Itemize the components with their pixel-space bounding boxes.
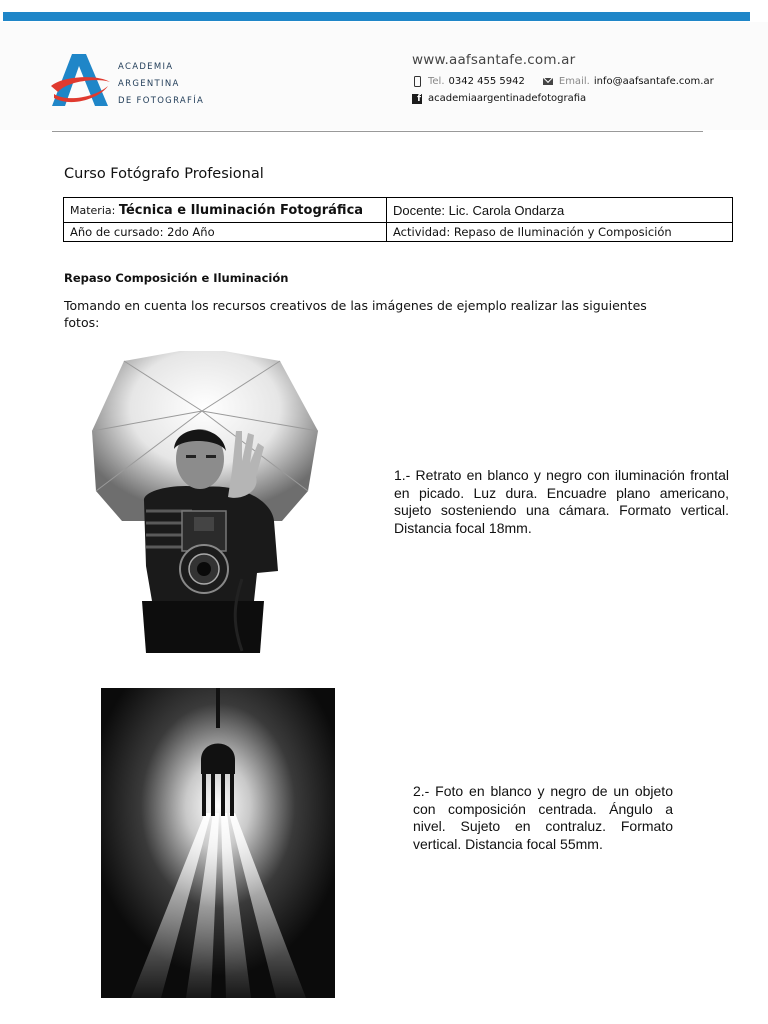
academy-name <box>118 59 204 110</box>
anio-cell: Año de cursado: 2do Año <box>64 223 387 242</box>
course-info-table <box>63 197 733 242</box>
docente-cell: Docente: Lic. Carola Ondarza <box>387 198 733 223</box>
phone-icon <box>414 76 421 87</box>
academy-name-line2: ARGENTINA <box>118 79 180 89</box>
contact-facebook <box>412 93 586 104</box>
email-label: Email. <box>558 76 590 87</box>
intro-text: Tomando en cuenta los recursos creativos de las imágenes de ejemplo realizar las siguientes fotos: <box>64 298 647 330</box>
example-photo-fork <box>101 688 335 998</box>
facebook-handle[interactable]: academiaargentinadefotografia <box>428 93 587 104</box>
course-title: Curso Fotógrafo Profesional <box>64 166 264 182</box>
email-icon <box>543 78 553 85</box>
header-divider <box>52 131 703 132</box>
materia-value: Técnica e Iluminación Fotográfica <box>118 202 364 218</box>
top-accent-bar <box>3 12 750 21</box>
facebook-icon: f <box>412 94 422 104</box>
academy-name-line3: DE FOTOGRAFÍA <box>118 96 205 106</box>
example-photo-portrait <box>82 351 322 653</box>
materia-label: Materia: <box>70 203 119 217</box>
phone-label: Tel. <box>428 76 445 87</box>
contact-block <box>412 52 714 104</box>
actividad-cell: Actividad: Repaso de Iluminación y Composición <box>387 223 733 242</box>
exercise-1-description: 1.- Retrato en blanco y negro con iluminación frontal en picado. Luz dura. Encuadre plano americano, sujeto sosteniendo una cámara. Formato vertical. Distancia focal 18mm. <box>394 467 729 536</box>
email-address[interactable]: info@aafsantafe.com.ar <box>593 76 714 87</box>
phone-number: 0342 455 5942 <box>448 76 525 87</box>
section-heading: Repaso Composición e Iluminación <box>64 271 289 285</box>
contact-phone-email <box>412 76 714 87</box>
academy-name-line1: ACADEMIA <box>118 62 174 72</box>
exercise-2-description: 2.- Foto en blanco y negro de un objeto con composición centrada. Ángulo a nivel. Sujeto en contraluz. Formato vertical. Distancia focal 55mm. <box>413 783 673 852</box>
materia-cell <box>64 198 387 223</box>
academy-logo-icon <box>50 52 110 108</box>
website-link[interactable]: www.aafsantafe.com.ar <box>412 52 576 68</box>
